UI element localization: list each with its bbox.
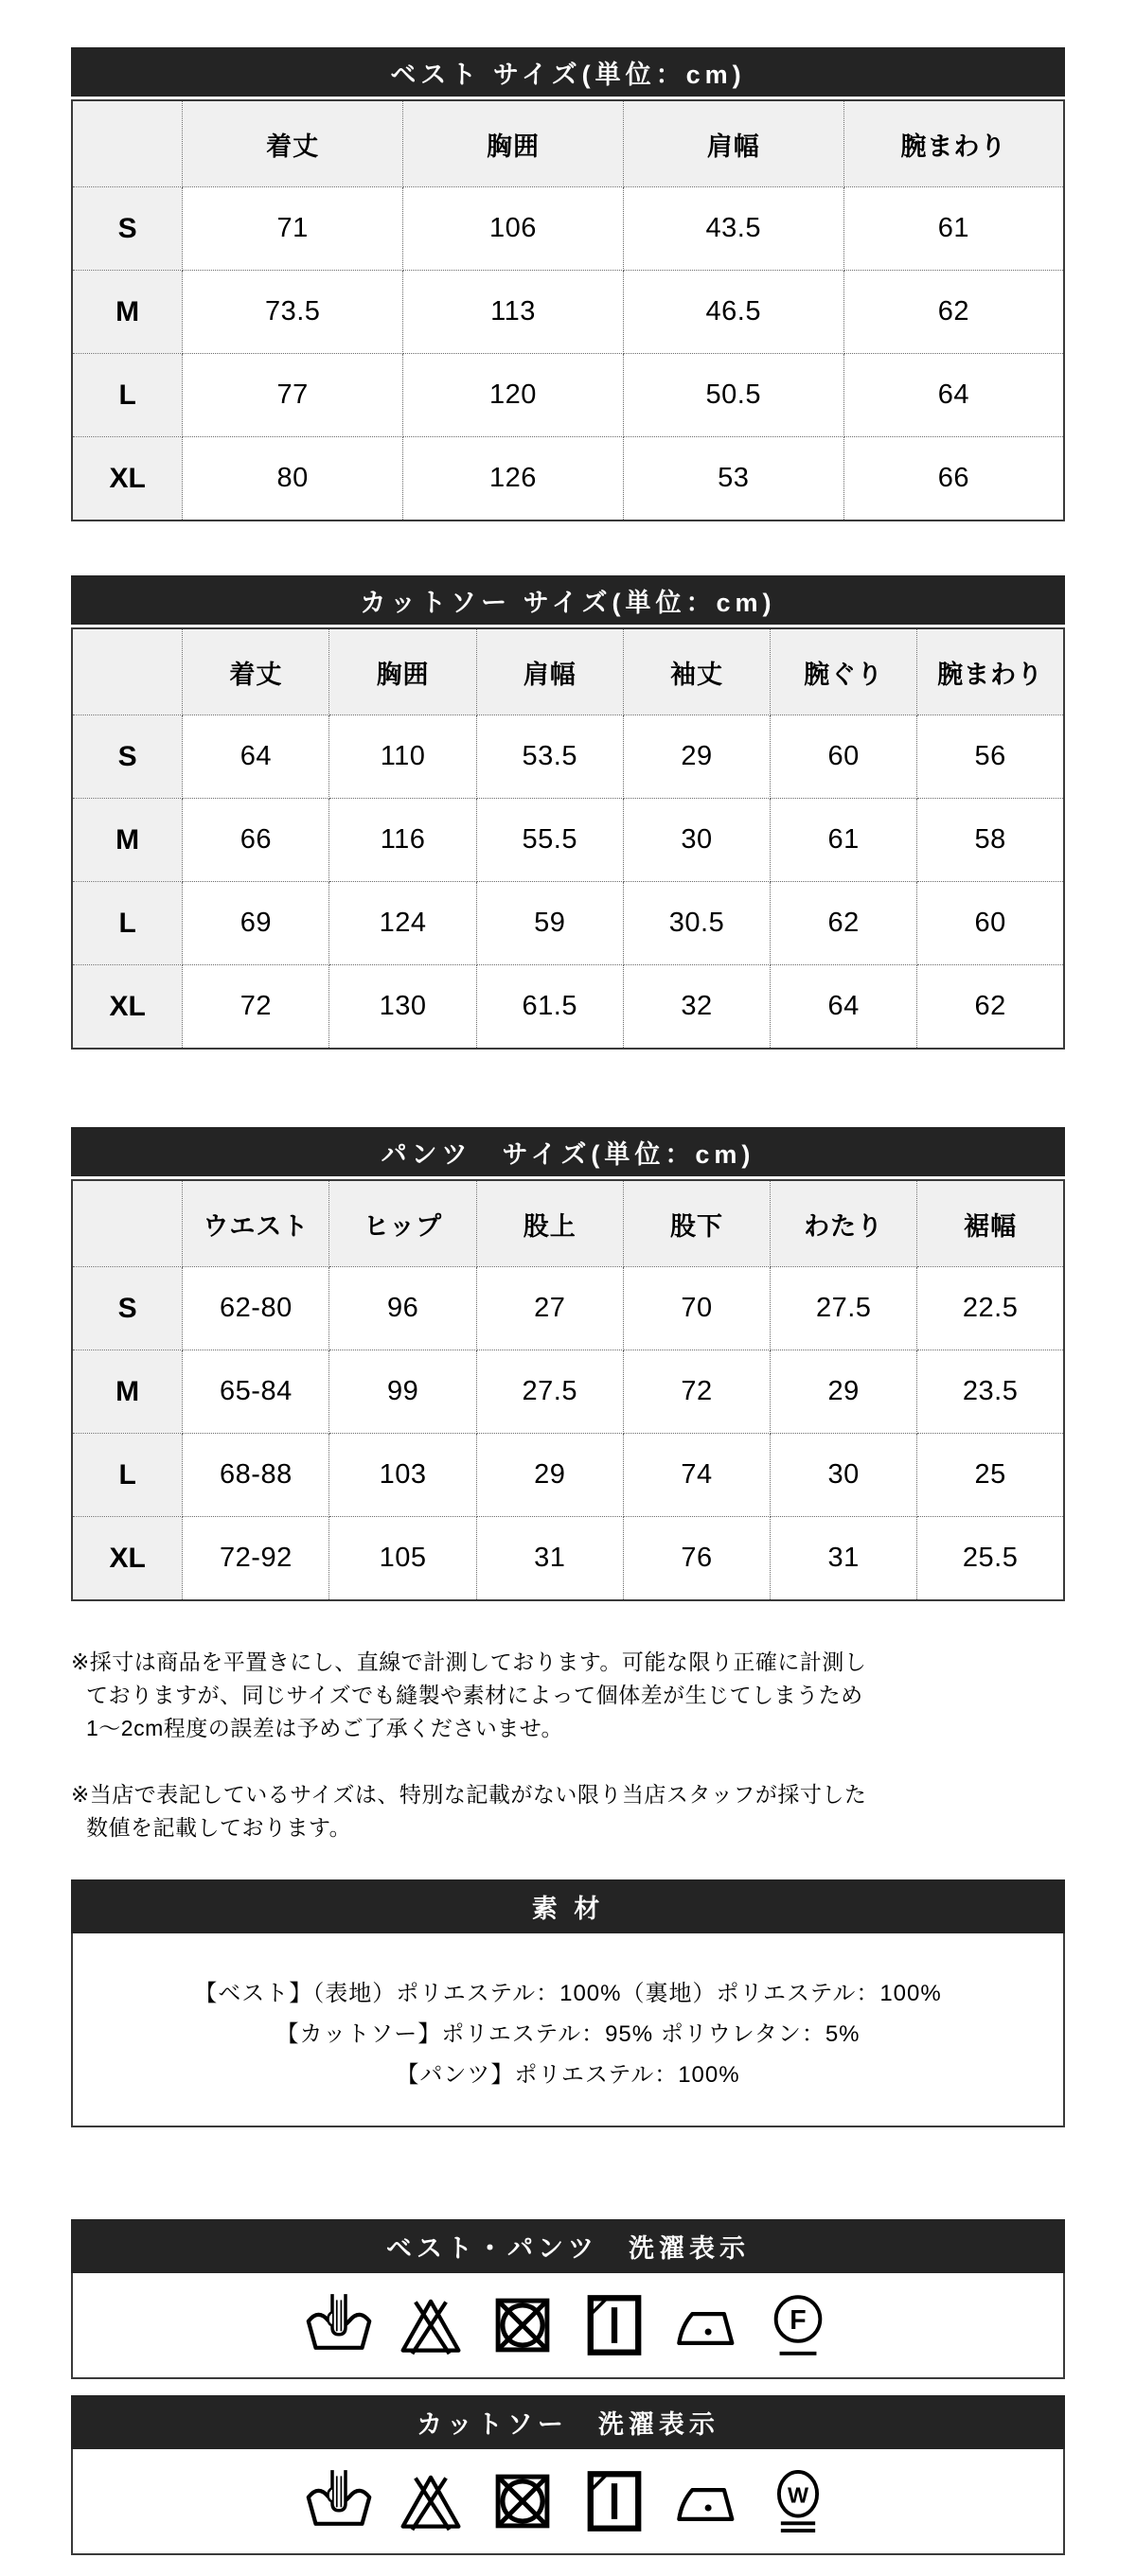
note-line: ておりますが、同じサイズでも縫製や素材によって個体差が生じてしまうため — [86, 1683, 863, 1707]
corner-cell — [72, 100, 183, 187]
section-title: ベスト サイズ(単位：cm) — [390, 60, 746, 89]
measurement-value: 72-92 — [183, 1517, 329, 1601]
size-row-xl — [72, 1517, 1064, 1601]
column-header: 股下 — [623, 1180, 770, 1267]
row-label: L — [72, 882, 183, 965]
iron-low-icon — [673, 2292, 739, 2358]
measurement-value: 126 — [403, 437, 624, 521]
measurement-value: 46.5 — [623, 271, 843, 354]
measurement-value: 53.5 — [476, 715, 623, 799]
measurement-value: 71 — [183, 187, 403, 271]
measurement-value: 55.5 — [476, 799, 623, 882]
header-row — [72, 628, 1064, 715]
row-label: S — [72, 715, 183, 799]
measurement-value: 29 — [476, 1434, 623, 1517]
measurement-notes — [71, 1646, 1065, 1844]
measurement-value: 64 — [183, 715, 329, 799]
size-row-m — [72, 799, 1064, 882]
row-label: S — [72, 1267, 183, 1350]
measurement-value: 80 — [183, 437, 403, 521]
column-header: 肩幅 — [476, 628, 623, 715]
corner-cell — [72, 628, 183, 715]
measurement-value: 29 — [623, 715, 770, 799]
measurement-value: 105 — [329, 1517, 476, 1601]
column-header: ヒップ — [329, 1180, 476, 1267]
measurement-value: 25.5 — [917, 1517, 1064, 1601]
column-header: 袖丈 — [623, 628, 770, 715]
measurement-value: 62 — [917, 965, 1064, 1050]
header-row — [72, 100, 1064, 187]
column-header: わたり — [771, 1180, 917, 1267]
measurement-value: 66 — [843, 437, 1064, 521]
size-row-xl — [72, 965, 1064, 1050]
measurement-value: 60 — [917, 882, 1064, 965]
material-line: 【ベスト】（表地）ポリエステル：100%（裏地）ポリエステル：100% — [194, 1981, 942, 2006]
size-row-s — [72, 1267, 1064, 1350]
measurement-value: 116 — [329, 799, 476, 882]
column-header: 股上 — [476, 1180, 623, 1267]
measurement-value: 30.5 — [623, 882, 770, 965]
row-label: S — [72, 187, 183, 271]
material-title-bar — [71, 1879, 1065, 1933]
shade-line-dry-icon — [581, 2292, 648, 2358]
size-guide-page — [71, 0, 1065, 2555]
size-row-l — [72, 354, 1064, 437]
measurement-value: 61 — [771, 799, 917, 882]
measurement-value: 25 — [917, 1434, 1064, 1517]
cutsew-size-section — [71, 575, 1065, 1050]
header-row — [72, 1180, 1064, 1267]
section-title: 素 材 — [531, 1895, 605, 1923]
measurement-value: 31 — [476, 1517, 623, 1601]
measurement-value: 50.5 — [623, 354, 843, 437]
section-title: パンツ サイズ(単位：cm) — [381, 1139, 755, 1169]
size-row-xl — [72, 437, 1064, 521]
measurement-value: 70 — [623, 1267, 770, 1350]
measurement-value: 58 — [917, 799, 1064, 882]
size-row-s — [72, 187, 1064, 271]
row-label: L — [72, 1434, 183, 1517]
measurement-value: 110 — [329, 715, 476, 799]
note-line: 1〜2cm程度の誤差は予めご了承くださいませ。 — [86, 1716, 564, 1740]
measurement-value: 103 — [329, 1434, 476, 1517]
iron-low-icon — [673, 2468, 739, 2534]
row-label: M — [72, 1350, 183, 1434]
measurement-value: 61.5 — [476, 965, 623, 1050]
vest-size-section — [71, 47, 1065, 521]
measurement-value: 27.5 — [476, 1350, 623, 1434]
measurement-value: 43.5 — [623, 187, 843, 271]
measurement-value: 30 — [623, 799, 770, 882]
measurement-value: 56 — [917, 715, 1064, 799]
measurement-value: 27.5 — [771, 1267, 917, 1350]
column-header: 肩幅 — [623, 100, 843, 187]
measurement-value: 64 — [843, 354, 1064, 437]
measurement-value: 62 — [843, 271, 1064, 354]
measurement-value: 23.5 — [917, 1350, 1064, 1434]
note-line: ※採寸は商品を平置きにし、直線で計測しております。可能な限り正確に計測し — [71, 1650, 867, 1674]
dry-clean-f-gentle-icon — [765, 2292, 831, 2358]
measurement-value: 69 — [183, 882, 329, 965]
pants-size-section — [71, 1127, 1065, 1601]
vest-pants-care-symbols — [71, 2273, 1065, 2379]
measurement-value: 59 — [476, 882, 623, 965]
measurement-value: 99 — [329, 1350, 476, 1434]
section-title: カットソー 洗濯表示 — [417, 2410, 719, 2439]
measurement-value: 29 — [771, 1350, 917, 1434]
measurement-value: 60 — [771, 715, 917, 799]
measurement-value: 68-88 — [183, 1434, 329, 1517]
measurement-value: 74 — [623, 1434, 770, 1517]
measurement-value: 76 — [623, 1517, 770, 1601]
measurement-value: 120 — [403, 354, 624, 437]
pants-size-title-bar — [71, 1127, 1065, 1176]
do-not-bleach-icon — [398, 2468, 464, 2534]
material-line: 【カットソー】ポリエステル：95% ポリウレタン：5% — [275, 2021, 861, 2047]
shade-line-dry-icon — [581, 2468, 648, 2534]
size-row-m — [72, 271, 1064, 354]
note-line: 数値を記載しております。 — [86, 1815, 352, 1840]
material-section — [71, 1879, 1065, 2127]
do-not-tumble-dry-icon — [489, 2468, 556, 2534]
measurement-value: 30 — [771, 1434, 917, 1517]
material-line: 【パンツ】ポリエステル：100% — [396, 2062, 740, 2088]
column-header: 腕まわり — [843, 100, 1064, 187]
measurement-value: 31 — [771, 1517, 917, 1601]
size-row-s — [72, 715, 1064, 799]
row-label: XL — [72, 437, 183, 521]
measurement-value: 53 — [623, 437, 843, 521]
measurement-value: 73.5 — [183, 271, 403, 354]
measurement-value: 124 — [329, 882, 476, 965]
cutsew-size-title-bar — [71, 575, 1065, 625]
measurement-value: 27 — [476, 1267, 623, 1350]
vest-pants-care-section — [71, 2219, 1065, 2379]
column-header: 腕ぐり — [771, 628, 917, 715]
measurement-value: 113 — [403, 271, 624, 354]
note-spacer — [71, 1745, 1065, 1778]
measurement-value: 66 — [183, 799, 329, 882]
row-label: XL — [72, 1517, 183, 1601]
measurement-value: 77 — [183, 354, 403, 437]
column-header: 着丈 — [183, 628, 329, 715]
measurement-value: 65-84 — [183, 1350, 329, 1434]
cutsew-care-title-bar — [71, 2395, 1065, 2449]
corner-cell — [72, 1180, 183, 1267]
row-label: M — [72, 271, 183, 354]
pants-size-table — [71, 1179, 1065, 1601]
measurement-value: 62-80 — [183, 1267, 329, 1350]
svg-text:F: F — [789, 2304, 807, 2336]
measurement-value: 61 — [843, 187, 1064, 271]
column-header: 腕まわり — [917, 628, 1064, 715]
column-header: 着丈 — [183, 100, 403, 187]
size-row-m — [72, 1350, 1064, 1434]
measurement-value: 64 — [771, 965, 917, 1050]
vest-size-title-bar — [71, 47, 1065, 97]
measurement-value: 22.5 — [917, 1267, 1064, 1350]
do-not-tumble-dry-icon — [489, 2292, 556, 2358]
section-title: ベスト・パンツ 洗濯表示 — [386, 2234, 750, 2263]
column-header: 裾幅 — [917, 1180, 1064, 1267]
measurement-value: 62 — [771, 882, 917, 965]
cutsew-size-table — [71, 627, 1065, 1050]
measurement-value: 106 — [403, 187, 624, 271]
row-label: M — [72, 799, 183, 882]
column-header: 胸囲 — [329, 628, 476, 715]
wet-clean-very-gentle-icon — [765, 2468, 831, 2534]
svg-text:W: W — [787, 2482, 808, 2508]
measurement-value: 72 — [183, 965, 329, 1050]
note-line: ※当店で表記しているサイズは、特別な記載がない限り当店スタッフが採寸した — [71, 1782, 867, 1807]
do-not-bleach-icon — [398, 2292, 464, 2358]
measurement-value: 72 — [623, 1350, 770, 1434]
column-header: 胸囲 — [403, 100, 624, 187]
size-row-l — [72, 1434, 1064, 1517]
vest-size-table — [71, 99, 1065, 521]
row-label: L — [72, 354, 183, 437]
measurement-value: 96 — [329, 1267, 476, 1350]
cutsew-care-symbols — [71, 2449, 1065, 2555]
vest-pants-care-title-bar — [71, 2219, 1065, 2273]
measurement-value: 32 — [623, 965, 770, 1050]
hand-wash-icon — [306, 2468, 372, 2534]
row-label: XL — [72, 965, 183, 1050]
column-header: ウエスト — [183, 1180, 329, 1267]
section-title: カットソー サイズ(単位：cm) — [360, 588, 776, 617]
material-box — [71, 1933, 1065, 2127]
cutsew-care-section — [71, 2395, 1065, 2555]
hand-wash-icon — [306, 2292, 372, 2358]
measurement-value: 130 — [329, 965, 476, 1050]
size-row-l — [72, 882, 1064, 965]
